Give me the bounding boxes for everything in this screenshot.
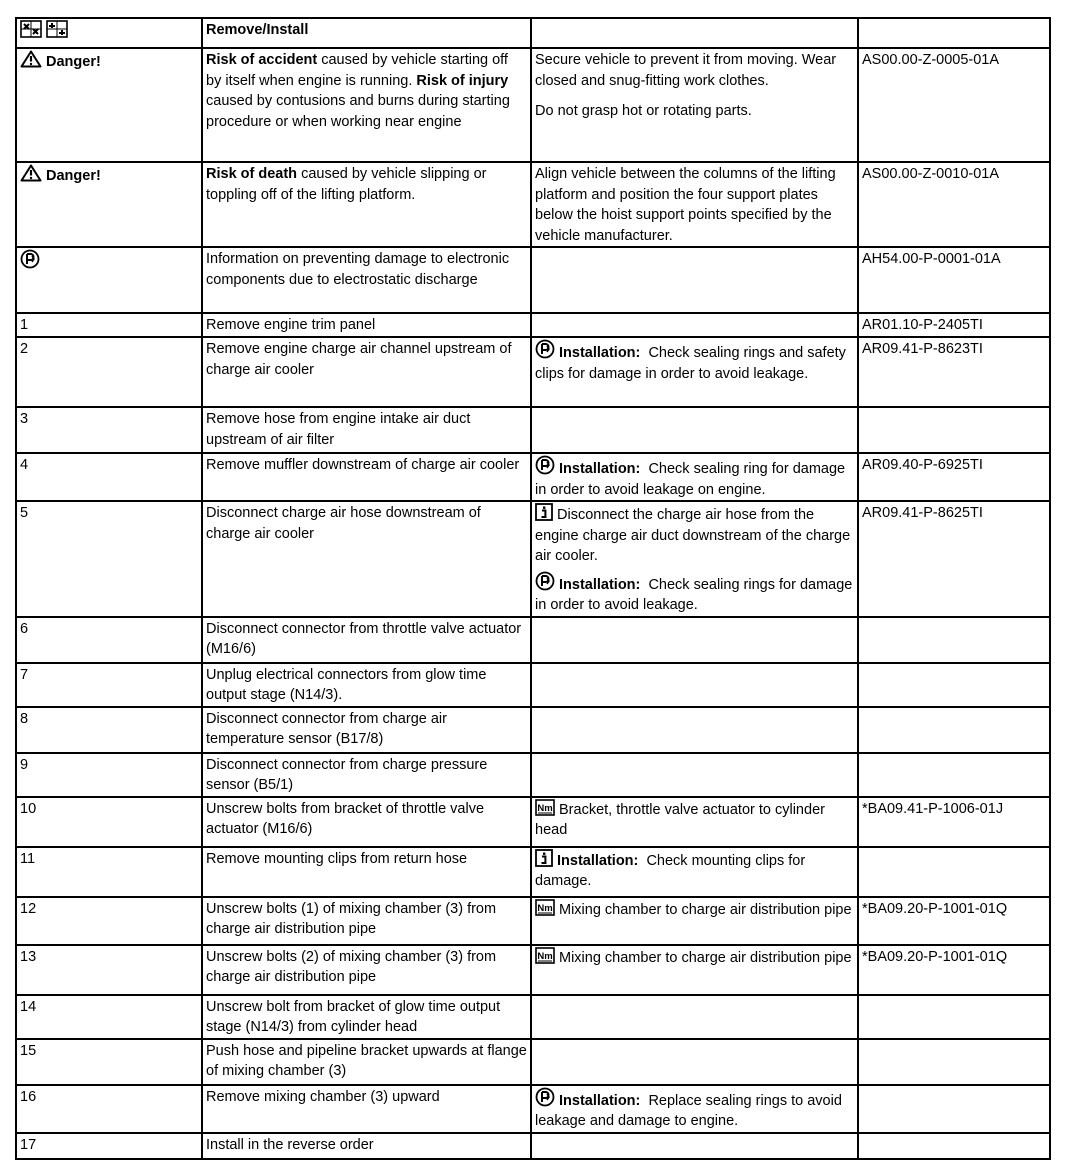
reference-link[interactable]: AR01.10-P-2405TI xyxy=(858,313,1050,337)
step-description: Remove mounting clips from return hose xyxy=(202,847,531,897)
step-number: 15 xyxy=(16,1039,202,1085)
table-row xyxy=(16,753,1050,797)
note-text: Check sealing rings and safety clips for damage in order to avoid leakage. xyxy=(535,345,846,382)
reference-link[interactable]: AR09.41-P-8623TI xyxy=(858,337,1050,407)
header-title: Remove/Install xyxy=(202,18,531,48)
step-description: Disconnect connector from charge air temperature sensor (B17/8) xyxy=(202,707,531,753)
empty-cell xyxy=(858,1039,1050,1085)
table-row xyxy=(16,995,1050,1039)
step-number: 10 xyxy=(16,797,202,847)
empty-cell xyxy=(858,1085,1050,1133)
measure-text: Do not grasp hot or rotating parts. xyxy=(535,103,752,119)
step-description: Remove mixing chamber (3) upward xyxy=(202,1085,531,1133)
step-number: 1 xyxy=(16,313,202,337)
installation-label: Installation: xyxy=(559,1092,641,1109)
step-number: 7 xyxy=(16,663,202,707)
table-row xyxy=(16,897,1050,945)
reference-link[interactable]: *BA09.20-P-1001-01Q xyxy=(858,945,1050,995)
note-text: Check sealing rings for damage in order to avoid leakage. xyxy=(535,576,853,613)
step-description: Install in the reverse order xyxy=(202,1133,531,1159)
risk-text: caused by vehicle slipping or toppling off of the lifting platform. xyxy=(206,166,487,203)
step-description: Remove muffler downstream of charge air cooler xyxy=(202,453,531,501)
step-description: Unplug electrical connectors from glow time output stage (N14/3). xyxy=(202,663,531,707)
table-row xyxy=(16,617,1050,663)
danger-row xyxy=(16,48,1050,162)
step-number: 6 xyxy=(16,617,202,663)
reference-link[interactable]: AH54.00-P-0001-01A xyxy=(858,247,1050,313)
table-row xyxy=(16,337,1050,407)
step-description: Disconnect connector from charge pressure sensor (B5/1) xyxy=(202,753,531,797)
installation-label: Installation: xyxy=(559,345,641,361)
danger-measures xyxy=(531,48,858,162)
installation-label: Installation: xyxy=(559,461,641,477)
empty-cell xyxy=(531,663,858,707)
table-row xyxy=(16,1133,1050,1159)
step-note xyxy=(531,501,858,617)
step-number: 8 xyxy=(16,707,202,753)
note-text: Check mounting clips for damage. xyxy=(535,852,806,889)
info-icon xyxy=(535,849,553,867)
installation-label: Installation: xyxy=(557,852,639,869)
empty-cell xyxy=(531,753,858,797)
info-icon xyxy=(535,503,553,521)
step-note xyxy=(531,897,858,945)
esd-icon xyxy=(20,249,40,269)
torque-text: Mixing chamber to charge air distribution pipe xyxy=(559,901,852,918)
empty-cell xyxy=(531,407,858,453)
info-row xyxy=(16,247,1050,313)
table-row xyxy=(16,313,1050,337)
measure-text: Secure vehicle to prevent it from moving. Wear closed and snug-fitting work clothes. xyxy=(535,52,837,89)
torque-text: Mixing chamber to charge air distribution pipe xyxy=(559,949,852,966)
empty-cell xyxy=(531,1039,858,1085)
svg-text:Nm: Nm xyxy=(537,950,553,962)
table-row xyxy=(16,663,1050,707)
step-number: 16 xyxy=(16,1085,202,1133)
risk-text: caused by vehicle starting off by itself when engine is running. xyxy=(206,52,508,89)
header-empty-cell xyxy=(531,18,858,48)
empty-cell xyxy=(858,407,1050,453)
warning-triangle-icon xyxy=(20,50,42,68)
remove-icon xyxy=(20,20,42,38)
info-text: Disconnect the charge air hose from the engine charge air duct downstream of the charge air cooler. xyxy=(535,507,851,564)
reference-link[interactable]: AR09.40-P-6925TI xyxy=(858,453,1050,501)
step-note xyxy=(531,453,858,501)
torque-nm-icon xyxy=(535,947,555,964)
empty-cell xyxy=(531,617,858,663)
svg-text:Nm: Nm xyxy=(537,902,553,914)
empty-cell xyxy=(531,995,858,1039)
step-description: Remove hose from engine intake air duct upstream of air filter xyxy=(202,407,531,453)
empty-cell xyxy=(858,995,1050,1039)
step-note xyxy=(531,945,858,995)
torque-nm-icon xyxy=(535,899,555,916)
danger-cell xyxy=(16,162,202,247)
step-description: Unscrew bolts from bracket of throttle valve actuator (M16/6) xyxy=(202,797,531,847)
step-number: 9 xyxy=(16,753,202,797)
danger-description xyxy=(202,162,531,247)
step-description: Unscrew bolts (2) of mixing chamber (3) from charge air distribution pipe xyxy=(202,945,531,995)
esd-cell xyxy=(16,247,202,313)
step-note xyxy=(531,847,858,897)
step-description: Remove engine charge air channel upstream of charge air cooler xyxy=(202,337,531,407)
step-description: Disconnect charge air hose downstream of charge air cooler xyxy=(202,501,531,617)
risk-text: caused by contusions and burns during starting procedure or when working near engine xyxy=(206,93,510,130)
step-description: Unscrew bolt from bracket of glow time output stage (N14/3) from cylinder head xyxy=(202,995,531,1039)
reference-link[interactable]: AS00.00-Z-0005-01A xyxy=(858,48,1050,162)
step-number: 14 xyxy=(16,995,202,1039)
installation-label: Installation: xyxy=(559,576,641,593)
table-row xyxy=(16,847,1050,897)
warning-triangle-icon xyxy=(20,164,42,182)
reference-link[interactable]: AR09.41-P-8625TI xyxy=(858,501,1050,617)
empty-cell xyxy=(858,753,1050,797)
note-text: Check sealing ring for damage in order to avoid leakage on engine. xyxy=(535,461,846,498)
risk-heading: Risk of death xyxy=(206,166,298,182)
svg-text:Nm: Nm xyxy=(537,802,553,814)
esd-icon xyxy=(535,571,555,591)
danger-row xyxy=(16,162,1050,247)
empty-cell xyxy=(531,247,858,313)
risk-heading: Risk of injury xyxy=(416,72,509,89)
step-note xyxy=(531,797,858,847)
empty-cell xyxy=(858,663,1050,707)
torque-nm-icon xyxy=(535,799,555,816)
table-row xyxy=(16,1085,1050,1133)
danger-measures: Align vehicle between the columns of the lifting platform and position the four support plates below the hoist support points specified by the vehicle manufacturer. xyxy=(531,162,858,247)
empty-cell xyxy=(531,1133,858,1159)
step-number: 5 xyxy=(16,501,202,617)
step-number: 12 xyxy=(16,897,202,945)
empty-cell xyxy=(858,617,1050,663)
danger-description xyxy=(202,48,531,162)
danger-cell xyxy=(16,48,202,162)
procedure-table xyxy=(15,17,1051,1160)
empty-cell xyxy=(531,707,858,753)
step-description: Remove engine trim panel xyxy=(202,313,531,337)
step-number: 13 xyxy=(16,945,202,995)
step-number: 11 xyxy=(16,847,202,897)
table-row xyxy=(16,407,1050,453)
risk-heading: Risk of accident xyxy=(206,52,318,68)
step-description: Push hose and pipeline bracket upwards at flange of mixing chamber (3) xyxy=(202,1039,531,1085)
table-row xyxy=(16,797,1050,847)
header-icons-cell xyxy=(16,18,202,48)
step-description: Unscrew bolts (1) of mixing chamber (3) from charge air distribution pipe xyxy=(202,897,531,945)
table-row xyxy=(16,707,1050,753)
info-description: Information on preventing damage to electronic components due to electrostatic discharge xyxy=(202,247,531,313)
step-description: Disconnect connector from throttle valve actuator (M16/6) xyxy=(202,617,531,663)
table-row xyxy=(16,453,1050,501)
esd-icon xyxy=(535,455,555,475)
step-note xyxy=(531,337,858,407)
empty-cell xyxy=(858,707,1050,753)
danger-label: Danger! xyxy=(46,168,101,184)
table-row xyxy=(16,945,1050,995)
step-number: 4 xyxy=(16,453,202,501)
danger-label: Danger! xyxy=(46,54,101,70)
header-row xyxy=(16,18,1050,48)
step-number: 3 xyxy=(16,407,202,453)
install-icon xyxy=(46,20,68,38)
note-text: Replace sealing rings to avoid leakage and damage to engine. xyxy=(535,1092,842,1129)
step-note xyxy=(531,1085,858,1133)
empty-cell xyxy=(858,1133,1050,1159)
esd-icon xyxy=(535,339,555,359)
reference-link[interactable]: *BA09.20-P-1001-01Q xyxy=(858,897,1050,945)
table-row xyxy=(16,501,1050,617)
esd-icon xyxy=(535,1087,555,1107)
step-number: 2 xyxy=(16,337,202,407)
torque-text: Bracket, throttle valve actuator to cylinder head xyxy=(535,801,825,838)
header-empty-cell xyxy=(858,18,1050,48)
table-row xyxy=(16,1039,1050,1085)
reference-link[interactable]: *BA09.41-P-1006-01J xyxy=(858,797,1050,847)
empty-cell xyxy=(531,313,858,337)
step-number: 17 xyxy=(16,1133,202,1159)
empty-cell xyxy=(858,847,1050,897)
reference-link[interactable]: AS00.00-Z-0010-01A xyxy=(858,162,1050,247)
